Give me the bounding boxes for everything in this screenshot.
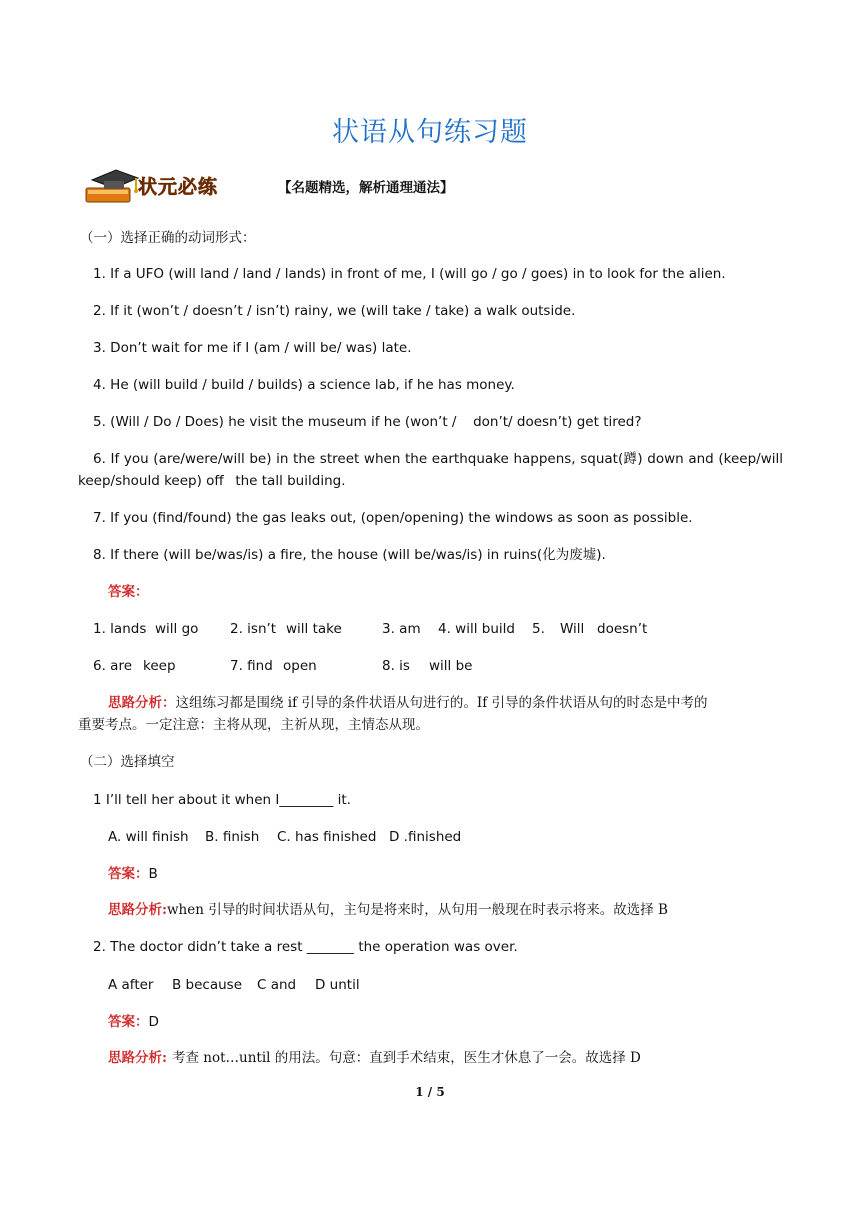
analysis-label: 思路分析: bbox=[108, 902, 167, 918]
answer-item: will take bbox=[286, 621, 342, 637]
option: C. has finished bbox=[277, 829, 377, 845]
answers-row-2 bbox=[93, 656, 783, 676]
banner-subtitle: 【名题精选，解析通理通法】 bbox=[278, 180, 454, 196]
section1-heading: （一）选择正确的动词形式： bbox=[80, 230, 256, 246]
question-1-8: 8. If there (will be/was/is) a fire, the house (will be/was/is) in ruins(化为废墟). bbox=[93, 547, 606, 563]
answer-item: will go bbox=[155, 621, 199, 637]
question-2-1-options bbox=[108, 827, 508, 847]
answer-item: 1. lands bbox=[93, 621, 147, 637]
answer-item: 5. bbox=[532, 621, 545, 637]
answer-label: 答案： bbox=[108, 866, 149, 882]
option: A. will finish bbox=[108, 829, 189, 845]
section2-heading: （二）选择填空 bbox=[80, 754, 175, 770]
option: B because bbox=[172, 977, 243, 993]
question-2-2-analysis bbox=[108, 1048, 641, 1068]
answer-item: open bbox=[283, 658, 317, 674]
question-1-5-part-a: 5. (Will / Do / Does) he visit the museum if he (won’t / bbox=[93, 414, 457, 430]
answer-value: D bbox=[148, 1014, 159, 1030]
page-number: 1 / 5 bbox=[415, 1085, 445, 1099]
question-1-5 bbox=[93, 412, 642, 432]
answer-label: 答案： bbox=[108, 1014, 149, 1030]
question-1-6-part-b: keep/should keep) off bbox=[78, 473, 224, 489]
answer-label: 答案： bbox=[108, 584, 149, 600]
question-1-5-part-b: don’t/ doesn’t) get tired? bbox=[473, 414, 642, 430]
question-1-3: 3. Don’t wait for me if I (am / will be/ was) late. bbox=[93, 340, 412, 356]
option: D until bbox=[315, 977, 360, 993]
question-2-2-answer bbox=[108, 1012, 159, 1032]
option: A after bbox=[108, 977, 154, 993]
answers-row-1 bbox=[93, 619, 783, 639]
question-2-1: 1 I’ll tell her about it when I________ it. bbox=[93, 792, 351, 808]
analysis-line-1 bbox=[108, 693, 708, 713]
question-1-1: 1. If a UFO (will land / land / lands) in front of me, I (will go / go / goes) in to look for the alien. bbox=[93, 266, 726, 282]
answer-item: 8. is bbox=[382, 658, 410, 674]
question-2-2-options bbox=[108, 975, 508, 995]
answer-item: will be bbox=[429, 658, 473, 674]
answer-value: B bbox=[148, 866, 158, 882]
question-1-2: 2. If it (won’t / doesn’t / isn’t) rainy, we (will take / take) a walk outside. bbox=[93, 303, 576, 319]
question-1-6-part-c: the tall building. bbox=[235, 473, 346, 489]
banner-logo-text: 状元必练 bbox=[138, 176, 219, 198]
question-1-6-line2 bbox=[78, 471, 345, 491]
answer-item: 3. am bbox=[382, 621, 421, 637]
analysis-line-2: 重要考点。一定注意：主将从现，主祈从现，主情态从现。 bbox=[78, 717, 429, 733]
analysis-text: when 引导的时间状语从句，主句是将来时，从句用一般现在时表示将来。故选择 B bbox=[166, 902, 668, 918]
answer-item: 4. will build bbox=[438, 621, 515, 637]
answer-item: Will bbox=[560, 621, 585, 637]
question-2-1-analysis bbox=[108, 900, 668, 920]
analysis-label: 思路分析: bbox=[108, 1050, 167, 1066]
answer-item: 7. find bbox=[230, 658, 273, 674]
banner bbox=[82, 166, 502, 206]
answer-item: 2. isn’t bbox=[230, 621, 277, 637]
option: C and bbox=[257, 977, 297, 993]
analysis-text: 考查 not…until 的用法。句意：直到手术结束，医生才休息了一会。故选择 D bbox=[171, 1050, 641, 1066]
question-1-4: 4. He (will build / build / builds) a science lab, if he has money. bbox=[93, 377, 515, 393]
option: B. finish bbox=[205, 829, 260, 845]
graduation-cap-icon bbox=[82, 166, 140, 206]
page-title: 状语从句练习题 bbox=[332, 117, 528, 148]
analysis-text: 这组练习都是围绕 if 引导的条件状语从句进行的。If 引导的条件状语从句的时态是中考的 bbox=[175, 695, 708, 711]
question-1-7: 7. If you (find/found) the gas leaks out, (open/opening) the windows as soon as possible. bbox=[93, 510, 693, 526]
answer-item: keep bbox=[143, 658, 176, 674]
question-2-2: 2. The doctor didn’t take a rest _______ the operation was over. bbox=[93, 939, 518, 955]
question-2-1-answer bbox=[108, 864, 158, 884]
option: D .finished bbox=[389, 829, 462, 845]
question-1-6-line1: 6. If you (are/were/will be) in the street when the earthquake happens, squat(蹲) down and (keep/will bbox=[93, 451, 783, 467]
analysis-label: 思路分析： bbox=[108, 695, 176, 711]
answer-item: 6. are bbox=[93, 658, 133, 674]
answer-item: doesn’t bbox=[597, 621, 648, 637]
